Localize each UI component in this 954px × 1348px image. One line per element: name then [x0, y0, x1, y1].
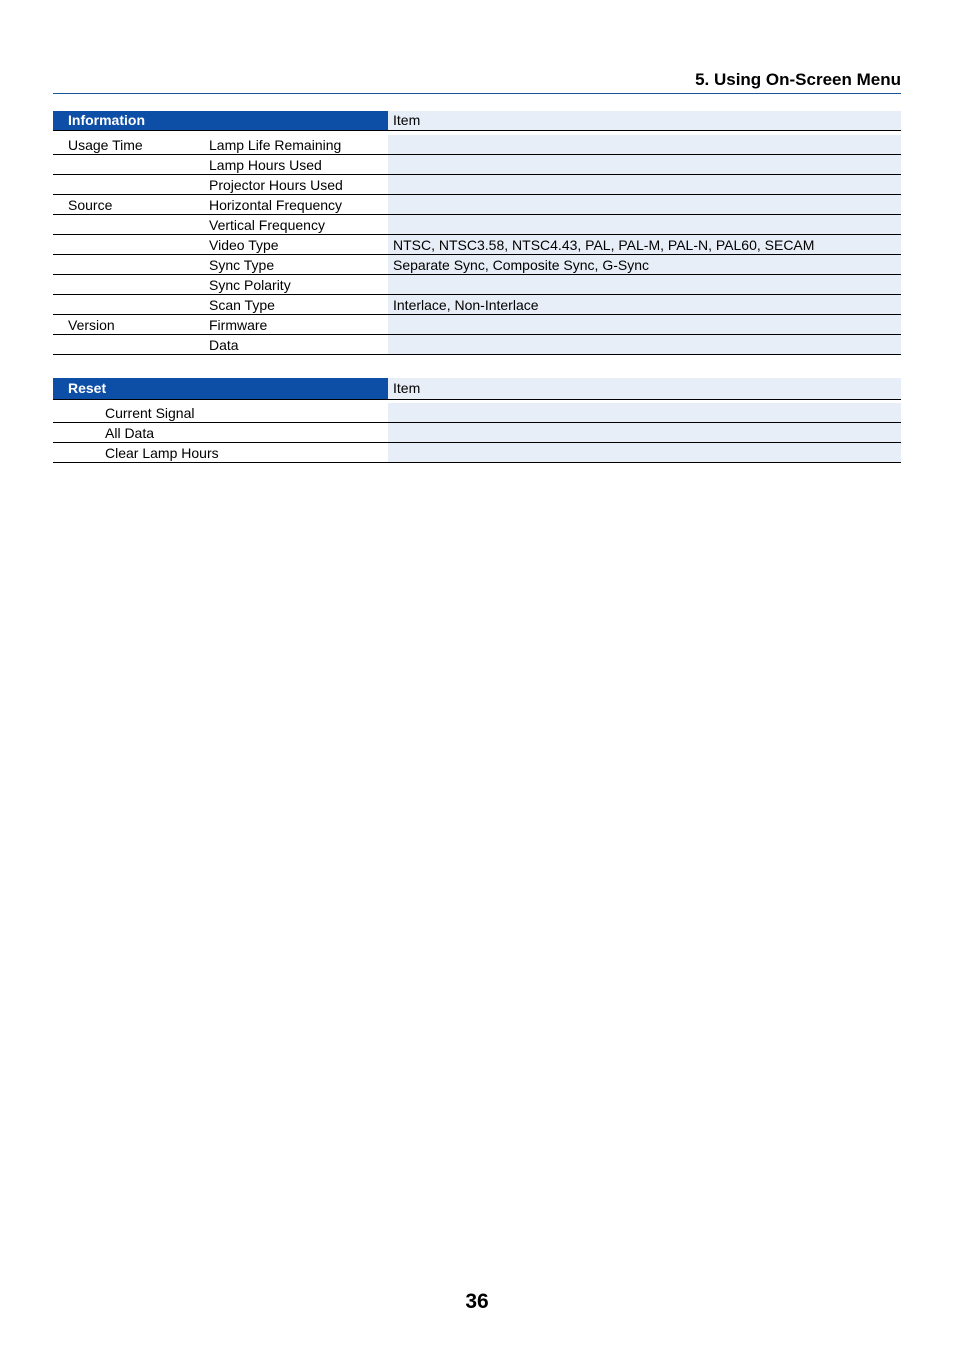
table-row — [53, 155, 901, 175]
reset-header-label: Reset — [53, 378, 388, 399]
reset-item-label: Item — [388, 378, 901, 399]
table-row — [53, 275, 901, 295]
table-row — [53, 295, 901, 315]
row-item: Lamp Hours Used — [209, 157, 322, 173]
information-header-label: Information — [53, 111, 388, 130]
row-value — [388, 275, 901, 294]
row-item: Scan Type — [209, 297, 275, 313]
row-value: Separate Sync, Composite Sync, G-Sync — [388, 255, 901, 274]
table-row — [53, 443, 901, 463]
row-item: Firmware — [209, 317, 268, 333]
table-row — [53, 335, 901, 355]
table-row — [53, 235, 901, 255]
header-rule — [53, 93, 901, 94]
row-item: Vertical Frequency — [209, 217, 325, 233]
row-value: Interlace, Non-Interlace — [388, 295, 901, 314]
row-item: Data — [209, 337, 239, 353]
row-item: Lamp Life Remaining — [209, 137, 342, 153]
row-value — [388, 335, 901, 354]
reset-body — [53, 400, 901, 463]
row-group: Version — [68, 317, 115, 333]
table-row — [53, 175, 901, 195]
table-row — [53, 423, 901, 443]
row-item: Video Type — [209, 237, 279, 253]
row-value — [388, 135, 901, 154]
row-value — [388, 195, 901, 214]
row-value — [388, 403, 901, 422]
table-row — [53, 215, 901, 235]
row-item: All Data — [105, 425, 155, 441]
row-value — [388, 443, 901, 462]
table-row — [53, 403, 901, 423]
table-row — [53, 315, 901, 335]
row-item: Projector Hours Used — [209, 177, 343, 193]
row-item: Clear Lamp Hours — [105, 445, 219, 461]
row-item: Sync Polarity — [209, 277, 291, 293]
reset-table — [53, 378, 901, 463]
table-row — [53, 135, 901, 155]
information-header-row — [53, 111, 901, 131]
table-row — [53, 195, 901, 215]
information-table — [53, 111, 901, 355]
row-item: Horizontal Frequency — [209, 197, 343, 213]
row-value — [388, 423, 901, 442]
table-row — [53, 255, 901, 275]
information-item-label: Item — [388, 111, 901, 130]
row-item: Sync Type — [209, 257, 275, 273]
row-value — [388, 155, 901, 174]
row-value — [388, 215, 901, 234]
row-group: Usage Time — [68, 137, 143, 153]
row-value — [388, 315, 901, 334]
page-number: 36 — [465, 1290, 489, 1313]
information-body — [53, 131, 901, 355]
row-value: NTSC, NTSC3.58, NTSC4.43, PAL, PAL-M, PAL-N, PAL60, SECAM — [388, 235, 901, 254]
section-title: 5. Using On-Screen Menu — [695, 70, 901, 89]
row-item: Current Signal — [105, 405, 195, 421]
reset-header-row — [53, 378, 901, 400]
row-group: Source — [68, 197, 113, 213]
row-value — [388, 175, 901, 194]
